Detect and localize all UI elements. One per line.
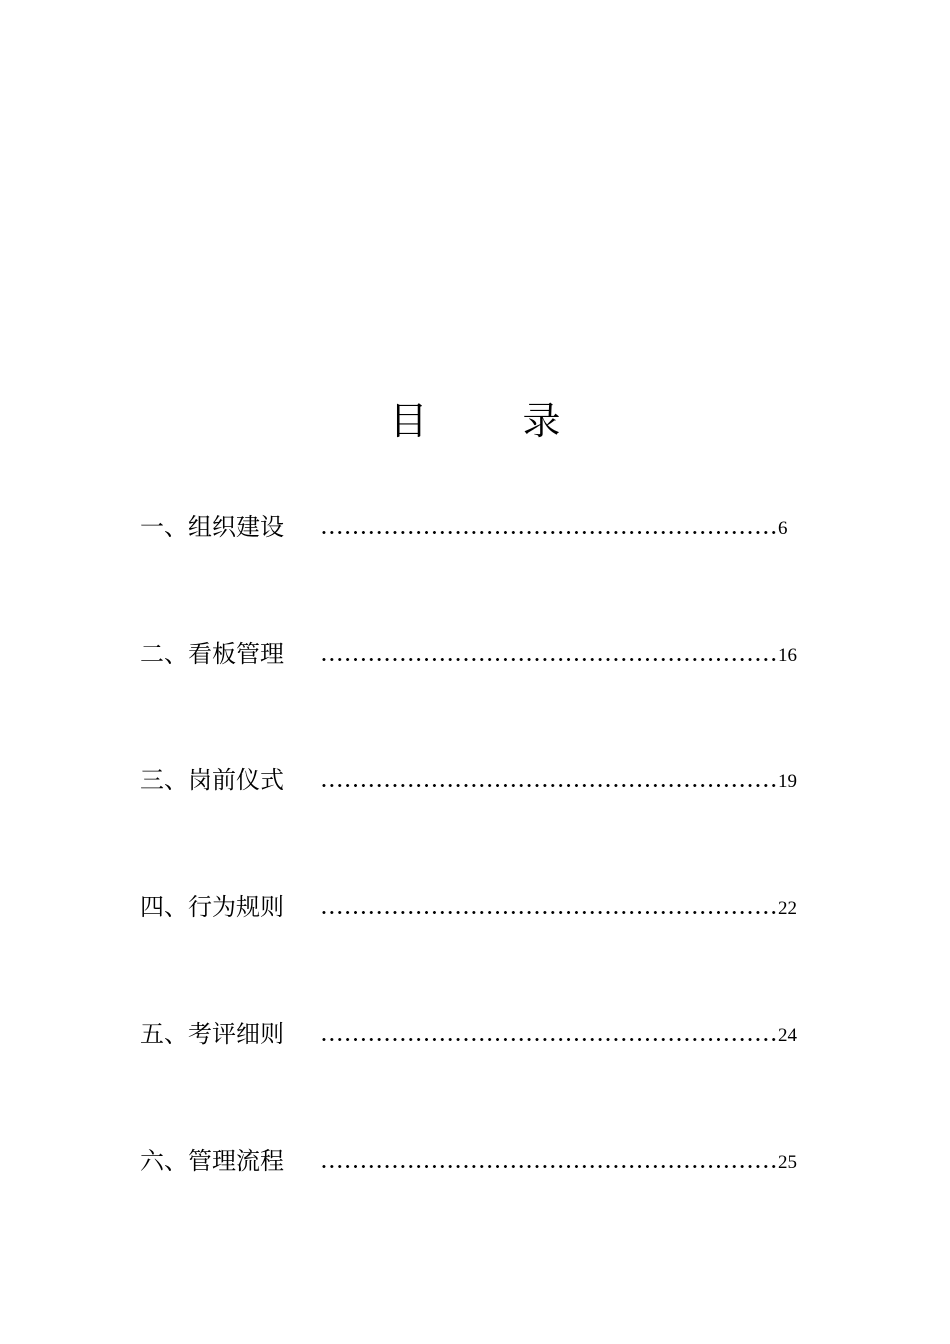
dot-leader (320, 891, 778, 923)
toc-title (0, 396, 950, 446)
toc-entry[interactable] (140, 1145, 802, 1177)
toc-entry[interactable] (140, 638, 802, 670)
toc-entry-label: 三、岗前仪式 (140, 766, 284, 794)
dot-leader (320, 1145, 778, 1177)
toc-entry-label: 二、看板管理 (140, 640, 284, 668)
toc-title-char-1: 目 (389, 399, 428, 443)
dot-leader (320, 638, 778, 670)
toc-title-char-2: 录 (522, 399, 561, 443)
dot-leader (320, 764, 778, 796)
toc-entry-label: 六、管理流程 (140, 1147, 284, 1175)
toc-entry[interactable] (140, 764, 802, 796)
toc-entry-page: 24 (778, 1025, 797, 1046)
toc-entry-page: 19 (778, 771, 797, 792)
toc-entry-label: 一、组织建设 (140, 513, 284, 541)
dot-leader (320, 511, 778, 543)
toc-entry-page: 6 (778, 518, 788, 539)
toc-entry-page: 16 (778, 645, 797, 666)
toc-entry-label: 四、行为规则 (140, 893, 284, 921)
toc-entry[interactable] (140, 1018, 802, 1050)
dot-leader (320, 1018, 778, 1050)
toc-entry-label: 五、考评细则 (140, 1020, 284, 1048)
toc-entry[interactable] (140, 891, 802, 923)
toc-entry-page: 22 (778, 898, 797, 919)
toc-entry[interactable] (140, 511, 802, 543)
toc-entry-page: 25 (778, 1152, 797, 1173)
